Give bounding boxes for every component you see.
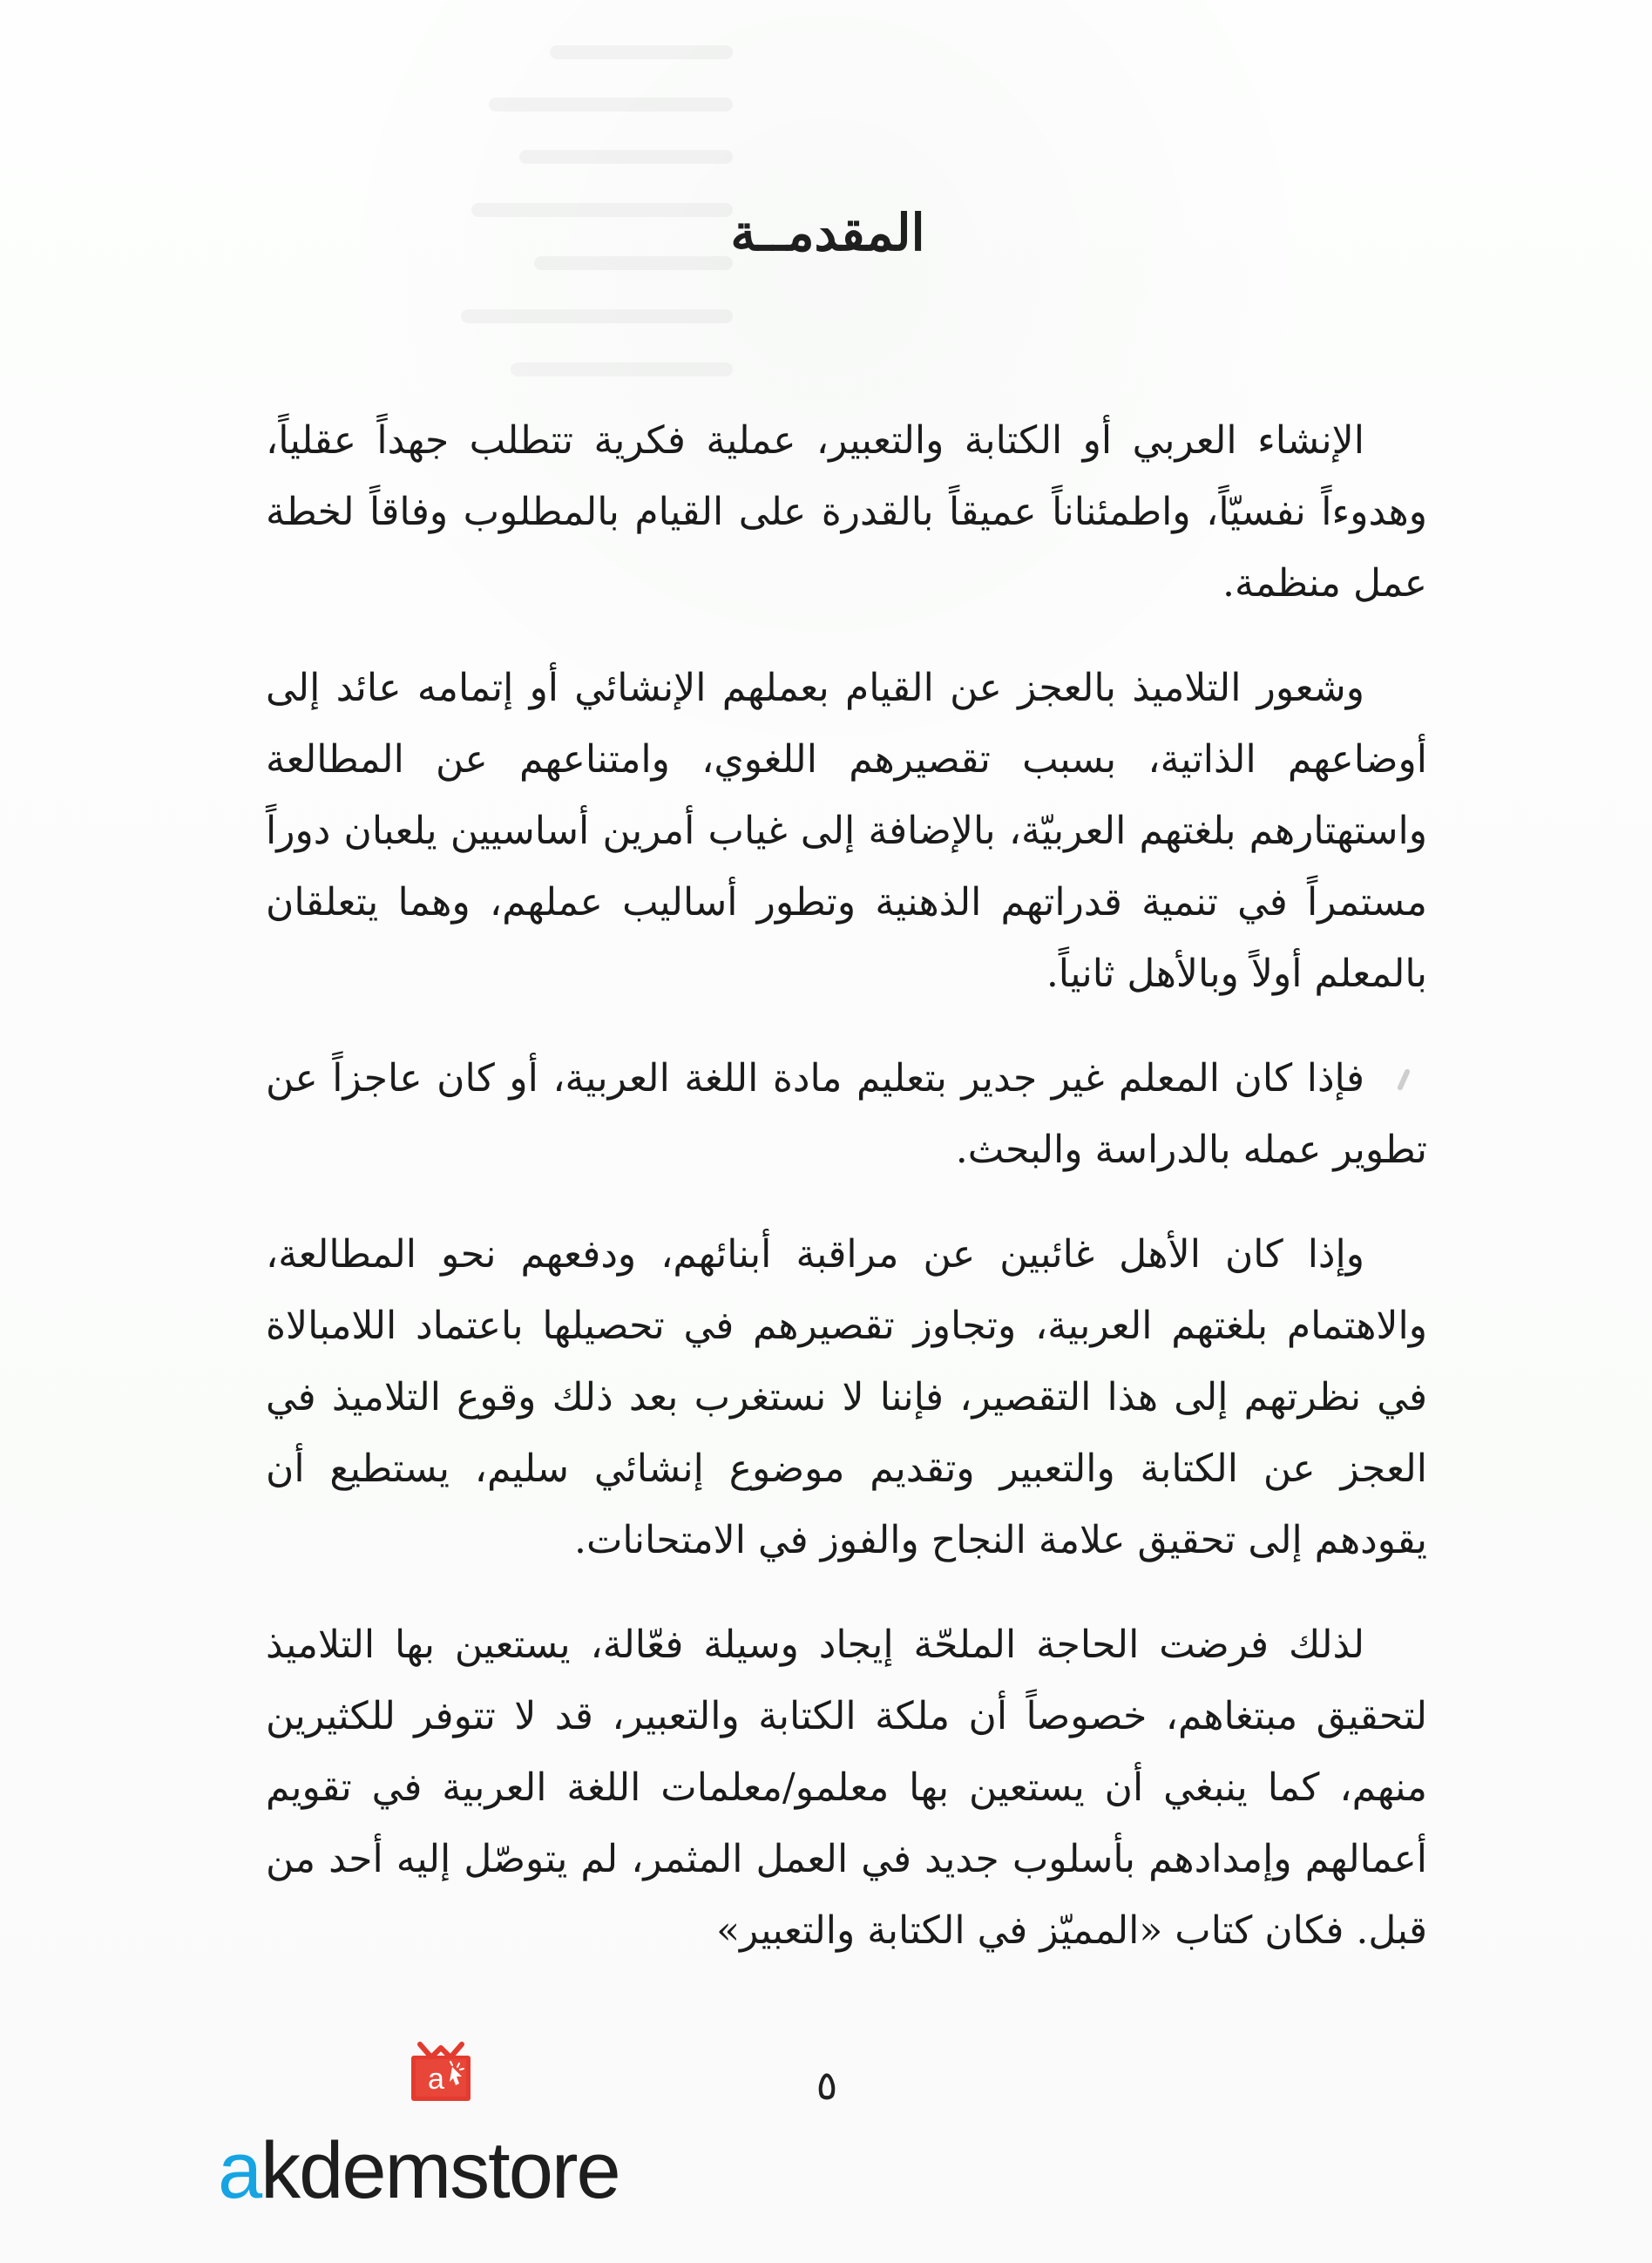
logo-letter: a xyxy=(428,2063,444,2096)
shopping-bag-logo-icon xyxy=(402,2030,480,2109)
store-brand xyxy=(218,2126,620,2215)
paragraph-5: لذلك فرضت الحاجة الملحّة إيجاد وسيلة فعّالة، يستعين بها التلاميذ لتحقيق مبتغاهم، خصوصاً أن ملكة الكتابة والتعبير، قد لا تتوفر للكثيرين منهم، كما ينبغي أن يستعين بها معلمو/معلمات اللغة العربية في تقويم أعمالهم وإمدادهم بأسلوب جديد في العمل المثمر، لم يتوصّل إليه أحد من قبل. فكان كتاب «المميّز في الكتابة والتعبير» xyxy=(266,1623,1427,1953)
brand-suffix: kdemstore xyxy=(261,2126,620,2215)
store-watermark xyxy=(218,2030,671,2231)
page-number: ٥ xyxy=(816,2062,838,2109)
paragraph-1: الإنشاء العربي أو الكتابة والتعبير، عملية فكرية تتطلب جهداً عقلياً، وهدوءاً نفسيّاً، واطمئناناً عميقاً بالقدرة على القيام بالمطلوب وفاقاً لخطة عمل منظمة. xyxy=(266,418,1427,606)
introduction-text xyxy=(266,405,1427,1967)
page-title: المقدمــة xyxy=(730,203,925,262)
paragraph-2: وشعور التلاميذ بالعجز عن القيام بعملهم الإنشائي أو إتمامه عائد إلى أوضاعهم الذاتية، بسبب تقصيرهم اللغوي، وامتناعهم عن المطالعة واستهتارهم بلغتهم العربيّة، بالإضافة إلى غياب أمرين أساسيين يلعبان دوراً مستمراً في تنمية قدراتهم الذهنية وتطور أساليب عملهم، وهما يتعلقان بالمعلم أولاً وبالأهل ثانياً. xyxy=(266,666,1427,996)
brand-prefix: a xyxy=(218,2126,261,2215)
paragraph-4: وإذا كان الأهل غائبين عن مراقبة أبنائهم، ودفعهم نحو المطالعة، والاهتمام بلغتهم العربية، وتجاوز تقصيرهم في تحصيلها باعتماد اللامبالاة في نظرتهم إلى هذا التقصير، فإننا لا نستغرب بعد ذلك وقوع التلاميذ في العجز عن الكتابة والتعبير وتقديم موضوع إنشائي سليم، يستطيع أن يقودهم إلى تحقيق علامة النجاح والفوز في الامتحانات. xyxy=(266,1232,1427,1562)
paragraph-3: فإذا كان المعلم غير جدير بتعليم مادة اللغة العربية، أو كان عاجزاً عن تطوير عمله بالدراسة والبحث. xyxy=(266,1056,1427,1172)
